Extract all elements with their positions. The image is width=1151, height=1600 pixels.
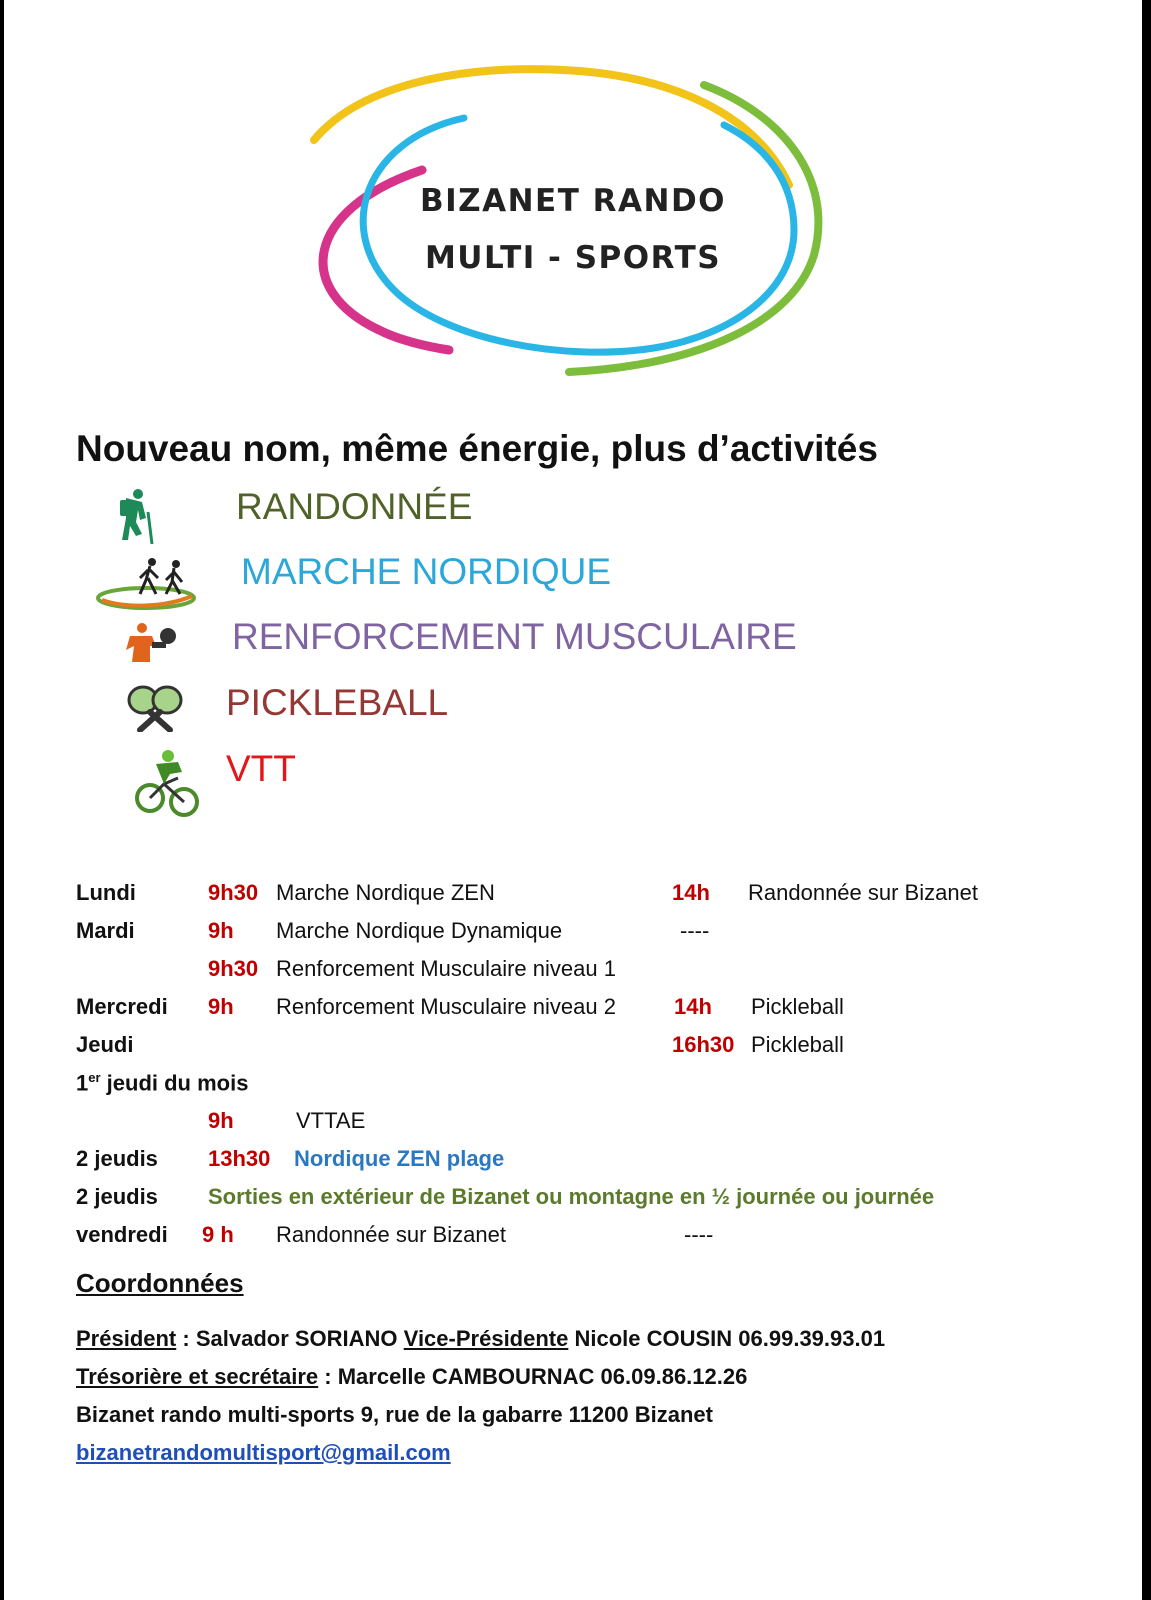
- logo-line-1: BIZANET RANDO: [419, 183, 727, 219]
- fitness-icon: [122, 622, 178, 666]
- hiker-icon: [112, 488, 162, 546]
- president-label: Président: [76, 1326, 177, 1351]
- time-jeudi-2: 16h30: [672, 1032, 735, 1057]
- activity-marche-nordique: MARCHE NORDIQUE: [241, 551, 612, 592]
- day-jeudi: Jeudi: [76, 1032, 134, 1057]
- time-lundi-1: 9h30: [208, 880, 259, 905]
- flyer-page: [4, 0, 1142, 1600]
- activity-mardi-2: ----: [680, 918, 710, 943]
- time-mercredi-2: 14h: [674, 994, 712, 1019]
- time-vendredi-1: 9 h: [202, 1222, 234, 1247]
- time-lundi-2: 14h: [672, 880, 710, 905]
- activity-mardi-1: Marche Nordique Dynamique: [276, 918, 563, 943]
- day-deux-jeudis-2: 2 jeudis: [76, 1184, 158, 1209]
- time-mardi-1: 9h: [208, 918, 234, 943]
- nordic-walkers-icon: [94, 556, 198, 616]
- time-mardi-3: 9h30: [208, 956, 259, 981]
- pickleball-paddles-icon: [126, 684, 184, 732]
- activity-lundi-1: Marche Nordique ZEN: [276, 880, 495, 905]
- tresorier-label: Trésorière et secrétaire: [76, 1364, 319, 1389]
- activity-mercredi-2: Pickleball: [751, 994, 844, 1019]
- activity-vttae: VTTAE: [296, 1108, 366, 1133]
- activity-vendredi-2: ----: [684, 1222, 714, 1247]
- time-vttae: 9h: [208, 1108, 234, 1133]
- time-deux-jeudis-1: 13h30: [208, 1146, 271, 1171]
- activity-vendredi-1: Randonnée sur Bizanet: [276, 1222, 506, 1247]
- activity-pickleball: PICKLEBALL: [226, 682, 449, 723]
- activity-renforcement: RENFORCEMENT MUSCULAIRE: [232, 616, 797, 657]
- contacts-heading: Coordonnées: [76, 1268, 244, 1298]
- green-ring: [569, 85, 818, 372]
- contacts-address: Bizanet rando multi-sports 9, rue de la gabarre 11200 Bizanet: [76, 1402, 713, 1427]
- time-mercredi-1: 9h: [208, 994, 234, 1019]
- day-mardi: Mardi: [76, 918, 135, 943]
- activity-mardi-3: Renforcement Musculaire niveau 1: [276, 956, 616, 981]
- vp-name: Nicole COUSIN 06.99.39.93.01: [568, 1326, 886, 1351]
- tresorier-rest: : Marcelle CAMBOURNAC 06.09.86.12.26: [318, 1364, 748, 1389]
- day-vendredi: vendredi: [76, 1222, 168, 1247]
- tagline: Nouveau nom, même énergie, plus d’activités: [76, 428, 878, 469]
- day-lundi: Lundi: [76, 880, 136, 905]
- day-deux-jeudis-1: 2 jeudis: [76, 1146, 158, 1171]
- contacts-email-link[interactable]: bizanetrandomultisport@gmail.com: [76, 1440, 451, 1465]
- day-mercredi: Mercredi: [76, 994, 168, 1019]
- activity-randonnee: RANDONNÉE: [236, 486, 473, 527]
- activity-sorties-exterieur: Sorties en extérieur de Bizanet ou montagne en ½ journée ou journée: [208, 1184, 935, 1209]
- cyan-ring: [363, 118, 794, 352]
- logo-line-2: MULTI - SPORTS: [424, 240, 722, 276]
- president-name: Salvador SORIANO: [195, 1326, 404, 1351]
- activity-nordique-zen-plage: Nordique ZEN plage: [294, 1146, 505, 1171]
- activity-mercredi-1: Renforcement Musculaire niveau 2: [276, 994, 616, 1019]
- activity-vtt: VTT: [226, 748, 296, 789]
- contacts-tresorier-line: [76, 1364, 747, 1390]
- mountain-bike-icon: [134, 748, 200, 818]
- vp-label: Vice-Présidente: [403, 1326, 569, 1351]
- premier-jeudi-label: 1er jeudi du mois: [76, 1070, 249, 1096]
- activity-jeudi-2: Pickleball: [751, 1032, 844, 1057]
- activity-lundi-2: Randonnée sur Bizanet: [748, 880, 978, 905]
- contacts-president-line: Président : Salvador SORIANO Vice-Présidente Nicole COUSIN 06.99.39.93.01: [76, 1326, 886, 1351]
